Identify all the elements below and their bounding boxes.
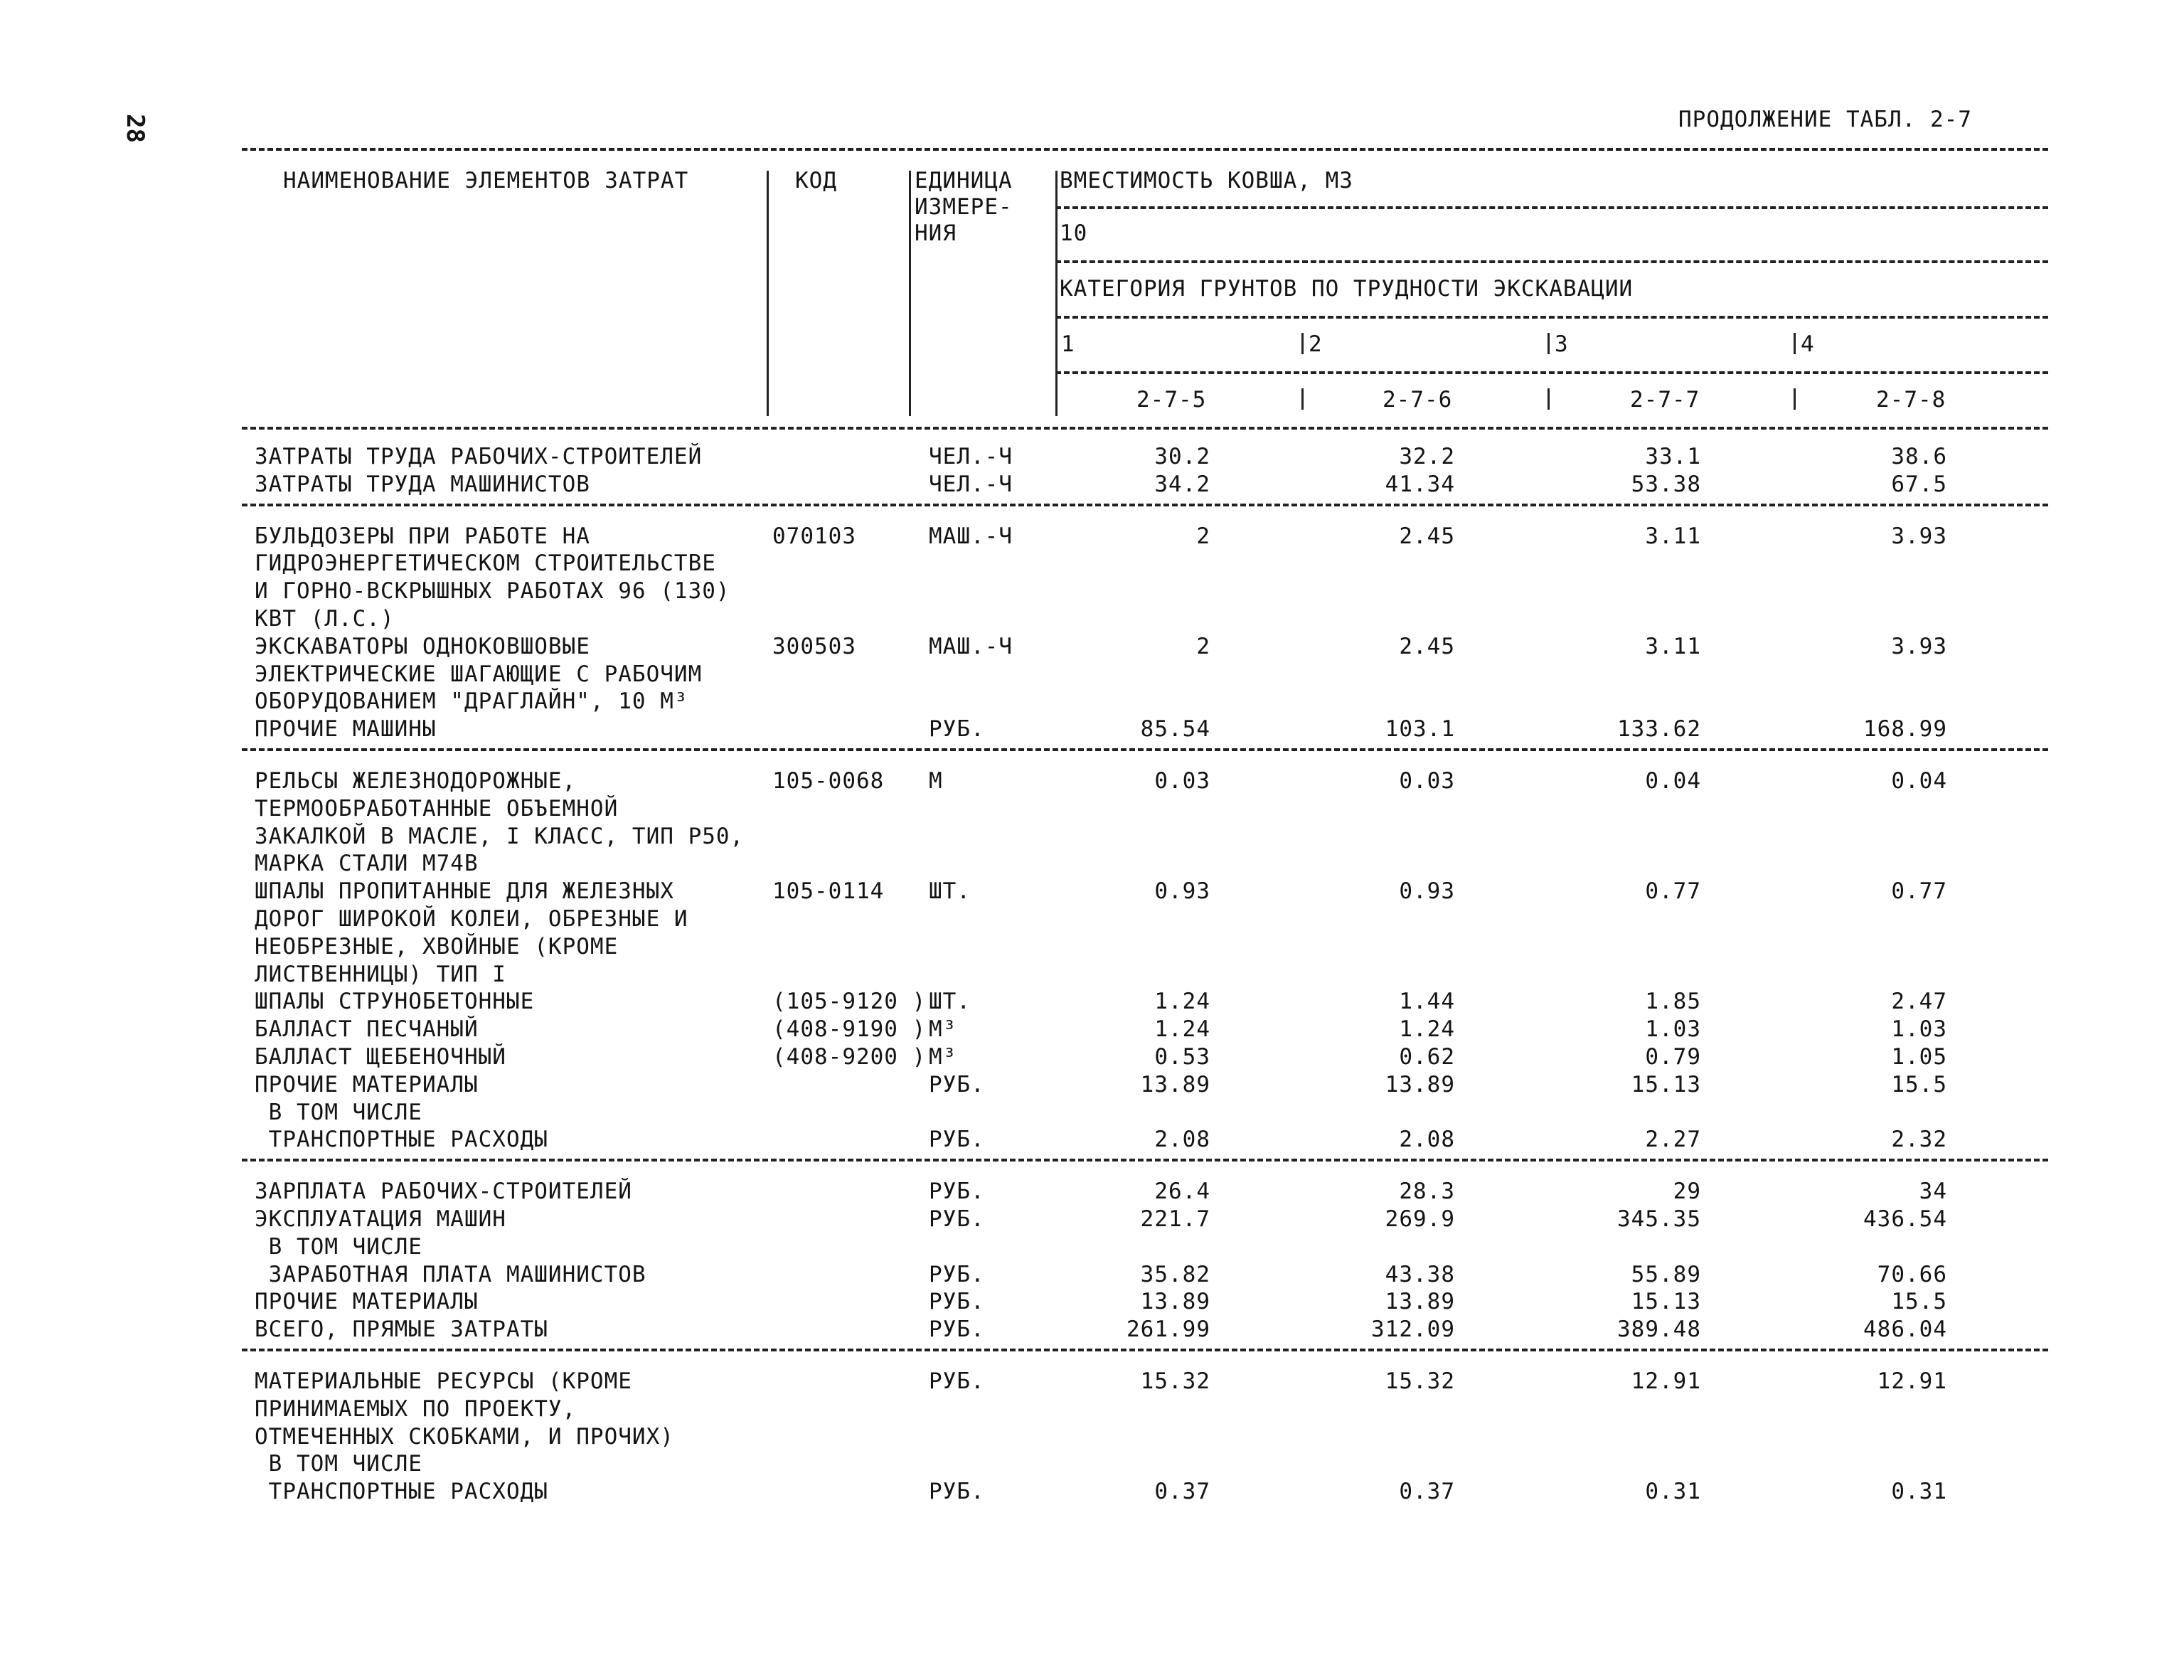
row-value-col-1: 2 [1196,523,1210,549]
category-1: 1 [1061,331,1075,357]
norm-code-1: 2-7-5 [1136,387,1207,413]
row-value-col-4: 0.31 [1891,1479,1947,1505]
unit-col-header-3: НИЯ [915,220,957,246]
row-name: ШПАЛЫ ПРОПИТАННЫЕ ДЛЯ ЖЕЛЕЗНЫХ [255,878,674,905]
row-value-col-4: 15.5 [1891,1071,1947,1097]
row-name: В ТОМ ЧИСЛЕ [255,1233,422,1260]
row-name: ТРАНСПОРТНЫЕ РАСХОДЫ [255,1127,548,1153]
row-unit: РУБ. [929,1479,985,1505]
row-name: ТЕРМООБРАБОТАННЫЕ ОБЪЕМНОЙ [255,795,619,822]
row-value-col-2: 1.44 [1399,989,1455,1015]
row-unit: ШТ. [929,878,971,905]
row-value-col-4: 486.04 [1863,1317,1947,1343]
row-value-col-3: 53.38 [1631,471,1701,497]
header-rule-capacity [1055,206,2048,209]
row-name: НЕОБРЕЗНЫЕ, ХВОЙНЫЕ (КРОМЕ [255,933,619,959]
row-unit: ЧЕЛ.-Ч [929,444,1013,469]
row-value-col-2: 32.2 [1399,444,1455,469]
row-name: ОТМЕЧЕННЫХ СКОБКАМИ, И ПРОЧИХ) [255,1423,674,1450]
row-unit: РУБ. [929,1368,985,1394]
header-divider-cat2 [1301,333,1304,354]
row-name: ЛИСТВЕННИЦЫ) ТИП I [255,961,506,987]
header-top-rule [242,148,2048,151]
row-value-col-2: 312.09 [1371,1317,1455,1343]
row-name: ГИДРОЭНЕРГЕТИЧЕСКОМ СТРОИТЕЛЬСТВЕ [255,551,716,577]
header-divider-unit [909,171,911,416]
row-value-col-2: 43.38 [1385,1261,1455,1287]
row-name: МАРКА СТАЛИ М74В [255,851,479,877]
row-value-col-3: 0.31 [1645,1479,1701,1505]
row-unit: М³ [929,1016,957,1043]
row-value-col-4: 67.5 [1891,471,1947,497]
row-value-col-1: 0.93 [1154,878,1210,905]
row-code: 105-0114 [772,878,885,905]
norm-code-2: 2-7-6 [1383,387,1453,413]
row-value-col-4: 3.93 [1891,633,1947,659]
row-name: ЭКСКАВАТОРЫ ОДНОКОВШОВЫЕ [255,633,590,659]
row-value-col-1: 26.4 [1154,1179,1210,1205]
row-name: ЗАРАБОТНАЯ ПЛАТА МАШИНИСТОВ [255,1261,646,1287]
row-value-col-2: 0.37 [1399,1479,1455,1505]
row-value-col-2: 28.3 [1399,1179,1455,1205]
row-value-col-1: 2 [1196,633,1210,659]
header-divider-code3 [1548,388,1550,410]
row-name: ЗАКАЛКОЙ В МАСЛЕ, I КЛАСС, ТИП Р50, [255,823,745,849]
row-value-col-1: 34.2 [1154,471,1210,497]
row-name: ОБОРУДОВАНИЕМ "ДРАГЛАЙН", 10 М³ [255,689,688,715]
row-value-col-4: 38.6 [1891,444,1947,469]
row-value-col-3: 33.1 [1645,444,1701,469]
row-value-col-1: 1.24 [1154,989,1210,1015]
row-name: МАТЕРИАЛЬНЫЕ РЕСУРСЫ (КРОМЕ [255,1368,632,1394]
row-value-col-2: 2.08 [1399,1127,1455,1153]
row-unit: РУБ. [929,1179,985,1205]
row-code: (408-9200 ) [772,1044,927,1070]
row-value-col-4: 436.54 [1863,1206,1947,1232]
row-value-col-4: 2.47 [1891,989,1947,1015]
row-value-col-1: 85.54 [1140,716,1210,743]
row-value-col-1: 261.99 [1126,1317,1210,1343]
row-name: ПРИНИМАЕМЫХ ПО ПРОЕКТУ, [255,1395,577,1422]
row-value-col-1: 13.89 [1140,1071,1210,1097]
row-code: 105-0068 [772,768,885,794]
row-value-col-4: 0.77 [1891,878,1947,905]
row-name: ПРОЧИЕ МАТЕРИАЛЫ [255,1071,479,1097]
row-value-col-3: 389.48 [1617,1317,1701,1343]
row-value-col-4: 3.93 [1891,523,1947,549]
row-value-col-1: 30.2 [1154,444,1210,469]
row-value-col-1: 13.89 [1140,1289,1210,1315]
category-4: 4 [1801,331,1815,357]
row-name: ЗАТРАТЫ ТРУДА МАШИНИСТОВ [255,471,590,497]
row-value-col-2: 0.03 [1399,768,1455,794]
row-value-col-1: 0.53 [1154,1044,1210,1070]
row-value-col-2: 2.45 [1399,633,1455,659]
header-divider-cat3 [1548,333,1550,354]
header-rule-value [1055,260,2048,263]
row-value-col-2: 269.9 [1385,1206,1455,1232]
row-value-col-2: 1.24 [1399,1016,1455,1043]
row-name: В ТОМ ЧИСЛЕ [255,1451,422,1477]
row-value-col-4: 34 [1919,1179,1947,1205]
row-value-col-3: 15.13 [1631,1071,1701,1097]
row-value-col-3: 0.77 [1645,878,1701,905]
row-value-col-3: 133.62 [1617,716,1701,743]
row-value-col-3: 15.13 [1631,1289,1701,1315]
row-value-col-2: 13.89 [1385,1071,1455,1097]
row-name: ШПАЛЫ СТРУНОБЕТОННЫЕ [255,989,535,1015]
norm-code-4: 2-7-8 [1876,387,1946,413]
row-name: ТРАНСПОРТНЫЕ РАСХОДЫ [255,1479,548,1505]
row-name: ДОРОГ ШИРОКОЙ КОЛЕИ, ОБРЕЗНЫЕ И [255,906,688,932]
row-value-col-4: 168.99 [1863,716,1947,743]
header-rule-categories [1055,371,2048,374]
row-value-col-2: 13.89 [1385,1289,1455,1315]
row-name: ЭЛЕКТРИЧЕСКИЕ ШАГАЮЩИЕ С РАБОЧИМ [255,661,703,687]
category-2: 2 [1309,331,1323,357]
row-name: ПРОЧИЕ МАШИНЫ [255,716,437,743]
header-divider-code2 [1301,388,1304,410]
header-divider-cat4 [1794,333,1796,354]
row-value-col-3: 3.11 [1645,523,1701,549]
row-value-col-2: 0.62 [1399,1044,1455,1070]
row-value-col-1: 0.37 [1154,1479,1210,1505]
row-value-col-2: 0.93 [1399,878,1455,905]
row-unit: РУБ. [929,1206,985,1232]
row-name: РЕЛЬСЫ ЖЕЛЕЗНОДОРОЖНЫЕ, [255,768,577,794]
row-value-col-1: 2.08 [1154,1127,1210,1153]
row-unit: М³ [929,1044,957,1070]
row-unit: МАШ.-Ч [929,523,1013,549]
row-value-col-3: 0.79 [1645,1044,1701,1070]
row-value-col-1: 0.03 [1154,768,1210,794]
row-code: 300503 [772,633,856,659]
row-value-col-3: 0.04 [1645,768,1701,794]
row-name: ЗАРПЛАТА РАБОЧИХ-СТРОИТЕЛЕЙ [255,1179,632,1205]
row-value-col-4: 15.5 [1891,1289,1947,1315]
row-name: БАЛЛАСТ ПЕСЧАНЫЙ [255,1016,479,1043]
row-unit: РУБ. [929,1071,985,1097]
category-label: КАТЕГОРИЯ ГРУНТОВ ПО ТРУДНОСТИ ЭКСКАВАЦИИ [1060,276,1634,302]
header-divider-code [767,171,769,416]
row-name: БАЛЛАСТ ЩЕБЕНОЧНЫЙ [255,1044,506,1070]
section-divider [242,748,2048,751]
row-value-col-3: 345.35 [1617,1206,1701,1232]
row-value-col-3: 12.91 [1631,1368,1701,1394]
name-col-header: НАИМЕНОВАНИЕ ЭЛЕМЕНТОВ ЗАТРАТ [283,168,689,193]
row-value-col-1: 221.7 [1140,1206,1210,1232]
header-bottom-rule [242,427,2048,430]
section-divider [242,1349,2048,1351]
row-name: ЭКСПЛУАТАЦИЯ МАШИН [255,1206,506,1232]
category-3: 3 [1555,331,1569,357]
row-name: В ТОМ ЧИСЛЕ [255,1099,422,1125]
row-unit: РУБ. [929,1127,985,1153]
unit-col-header-1: ЕДИНИЦА [915,168,1013,193]
section-divider [242,504,2048,506]
row-value-col-3: 3.11 [1645,633,1701,659]
code-col-header: КОД [795,168,837,193]
row-value-col-3: 29 [1673,1179,1701,1205]
row-value-col-2: 103.1 [1385,716,1455,743]
row-unit: РУБ. [929,1317,985,1343]
row-unit: РУБ. [929,716,985,743]
row-unit: М [929,768,943,794]
row-unit: ШТ. [929,989,971,1015]
row-name: ВСЕГО, ПРЯМЫЕ ЗАТРАТЫ [255,1317,548,1343]
unit-col-header-2: ИЗМЕРЕ- [915,194,1013,220]
section-divider [242,1159,2048,1161]
row-unit: РУБ. [929,1289,985,1315]
row-name: КВТ (Л.С.) [255,606,395,632]
row-name: И ГОРНО-ВСКРЫШНЫХ РАБОТАХ 96 (130) [255,578,730,605]
row-name: ПРОЧИЕ МАТЕРИАЛЫ [255,1289,479,1315]
row-value-col-4: 1.05 [1891,1044,1947,1070]
norm-code-3: 2-7-7 [1630,387,1700,413]
row-value-col-3: 1.85 [1645,989,1701,1015]
page-number: 28 [121,114,149,143]
row-value-col-4: 1.03 [1891,1016,1947,1043]
row-value-col-1: 1.24 [1154,1016,1210,1043]
row-value-col-2: 2.45 [1399,523,1455,549]
row-value-col-3: 2.27 [1645,1127,1701,1153]
row-value-col-4: 0.04 [1891,768,1947,794]
header-divider-capacity [1055,171,1058,416]
row-name: БУЛЬДОЗЕРЫ ПРИ РАБОТЕ НА [255,523,590,549]
row-code: (105-9120 ) [772,989,927,1015]
row-unit: РУБ. [929,1261,985,1287]
row-value-col-4: 2.32 [1891,1127,1947,1153]
row-value-col-4: 70.66 [1877,1261,1947,1287]
row-value-col-1: 35.82 [1140,1261,1210,1287]
row-value-col-3: 1.03 [1645,1016,1701,1043]
row-code: (408-9190 ) [772,1016,927,1043]
row-value-col-1: 15.32 [1140,1368,1210,1394]
row-value-col-3: 55.89 [1631,1261,1701,1287]
row-code: 070103 [772,523,856,549]
table-caption: ПРОДОЛЖЕНИЕ ТАБЛ. 2-7 [1678,107,1972,132]
capacity-value: 10 [1060,220,1088,246]
row-name: ЗАТРАТЫ ТРУДА РАБОЧИХ-СТРОИТЕЛЕЙ [255,444,703,469]
capacity-label: ВМЕСТИМОСТЬ КОВША, М3 [1060,168,1353,193]
row-value-col-2: 15.32 [1385,1368,1455,1394]
row-value-col-2: 41.34 [1385,471,1455,497]
header-divider-code4 [1794,388,1796,410]
header-rule-category [1055,316,2048,319]
row-unit: ЧЕЛ.-Ч [929,471,1013,497]
row-value-col-4: 12.91 [1877,1368,1947,1394]
row-unit: МАШ.-Ч [929,633,1013,659]
